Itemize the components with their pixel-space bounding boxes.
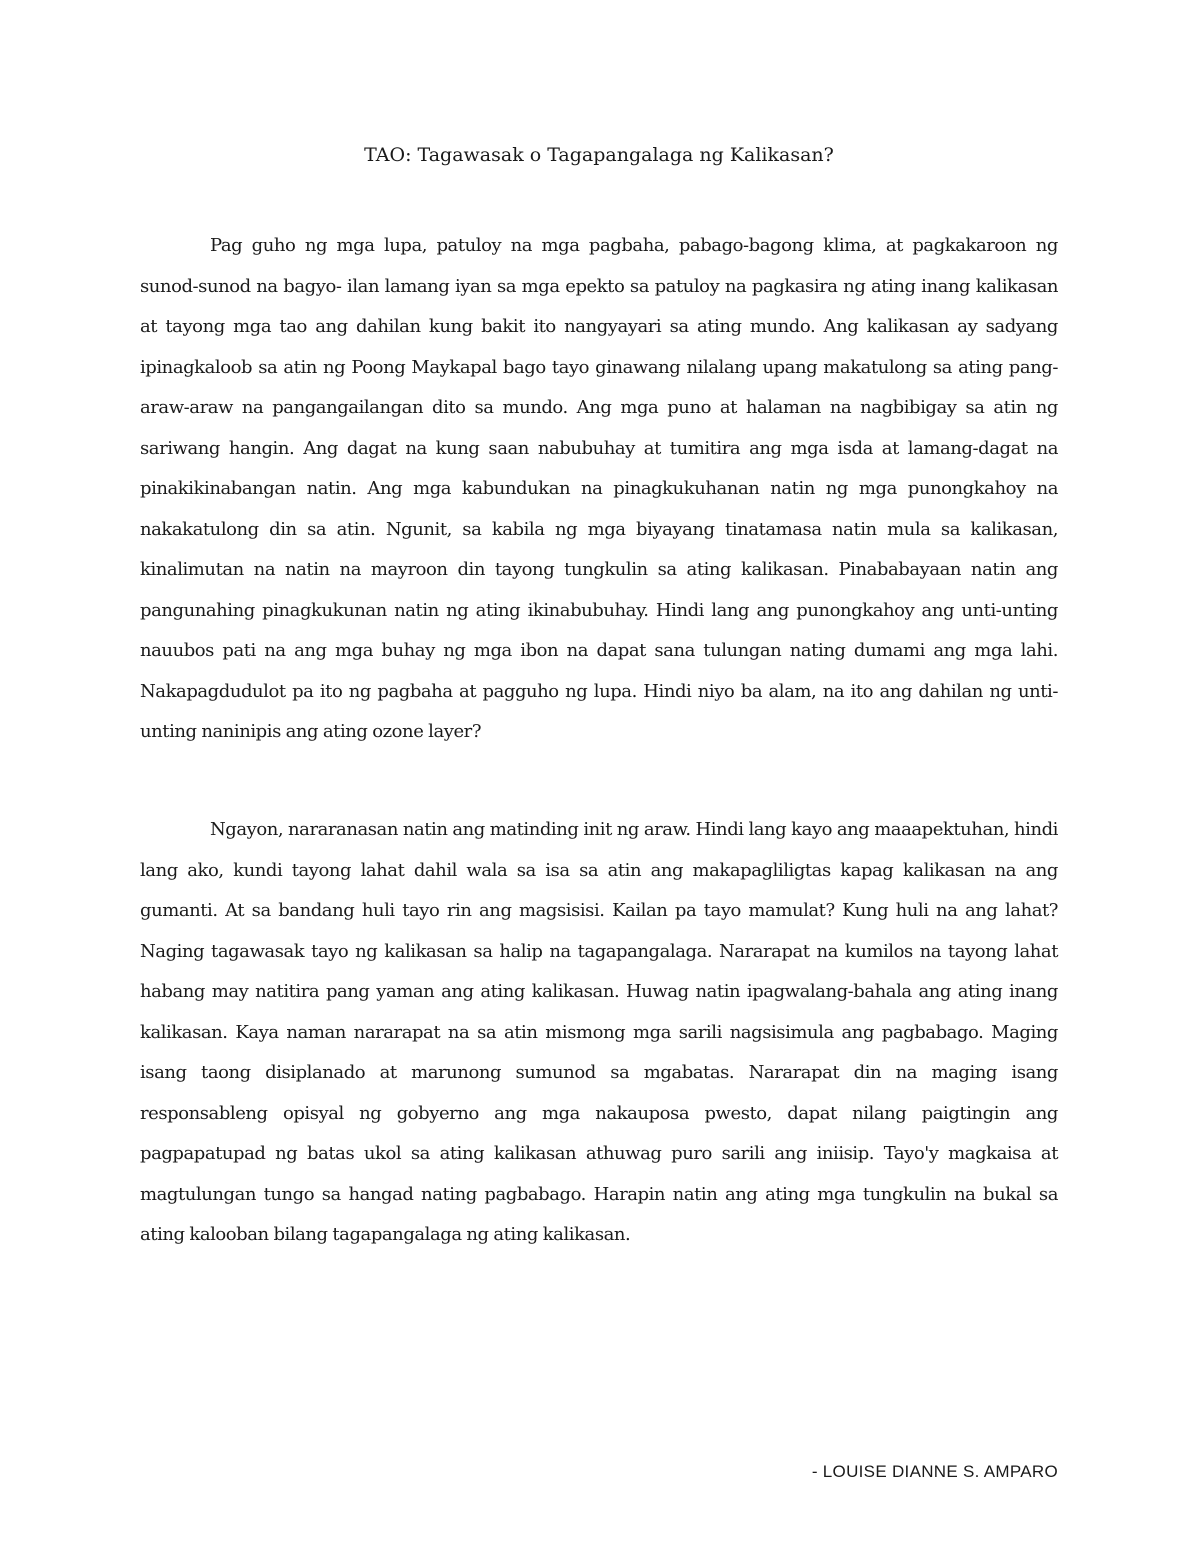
author-signature: - LOUISE DIANNE S. AMPARO	[811, 1462, 1058, 1481]
paragraph-1: Pag guho ng mga lupa, patuloy na mga pagbaha, pabago-bagong klima, at pagkakaroon ng sunod-sunod na bagyo- ilan lamang iyan sa mga epekto sa patuloy na pagkasira ng ating inang kalikasan at tayong mga tao ang dahilan kung bakit ito nangyayari sa ating mundo. Ang kalikasan ay sadyang ipinagkaloob sa atin ng Poong Maykapal bago tayo ginawang nilalang upang makatulong sa ating pang-araw-araw na pangangailangan dito sa mundo. Ang mga puno at halaman na nagbibigay sa atin ng sariwang hangin. Ang dagat na kung saan nabubuhay at tumitira ang mga isda at lamang-dagat na pinakikinabangan natin. Ang mga kabundukan na pinagkukuhanan natin ng mga punongkahoy na nakakatulong din sa atin. Ngunit, sa kabila ng mga biyayang tinatamasa natin mula sa kalikasan, kinalimutan na natin na mayroon din tayong tungkulin sa ating kalikasan. Pinababayaan natin ang pangunahing pinagkukunan natin ng ating ikinabubuhay. Hindi lang ang punongkahoy ang unti-unting nauubos pati na ang mga buhay ng mga ibon na dapat sana tulungan nating dumami ang mga lahi. Nakapagdudulot pa ito ng pagbaha at pagguho ng lupa. Hindi niyo ba alam, na ito ang dahilan ng unti-unting naninipis ang ating ozone layer?	[140, 235, 1058, 742]
document-title: TAO: Tagawasak o Tagapangalaga ng Kalikasan?	[364, 144, 834, 166]
paragraph-2: Ngayon, nararanasan natin ang matinding init ng araw. Hindi lang kayo ang maaapektuhan, hindi lang ako, kundi tayong lahat dahil wala sa isa sa atin ang makapagliligtas kapag kalikasan na ang gumanti. At sa bandang huli tayo rin ang magsisisi. Kailan pa tayo mamulat? Kung huli na ang lahat? Naging tagawasak tayo ng kalikasan sa halip na tagapangalaga. Nararapat na kumilos na tayong lahat habang may natitira pang yaman ang ating kalikasan. Huwag natin ipagwalang-bahala ang ating inang kalikasan. Kaya naman nararapat na sa atin mismong mga sarili nagsisimula ang pagbabago. Maging isang taong disiplanado at marunong sumunod sa mgabatas. Nararapat din na maging isang responsableng opisyal ng gobyerno ang mga nakauposa pwesto, dapat nilang paigtingin ang pagpapatupad ng batas ukol sa ating kalikasan athuwag puro sarili ang iniisip. Tayo'y magkaisa at magtulungan tungo sa hangad nating pagbabago. Harapin natin ang ating mga tungkulin na bukal sa ating kalooban bilang tagapangalaga ng ating kalikasan.	[140, 819, 1058, 1245]
